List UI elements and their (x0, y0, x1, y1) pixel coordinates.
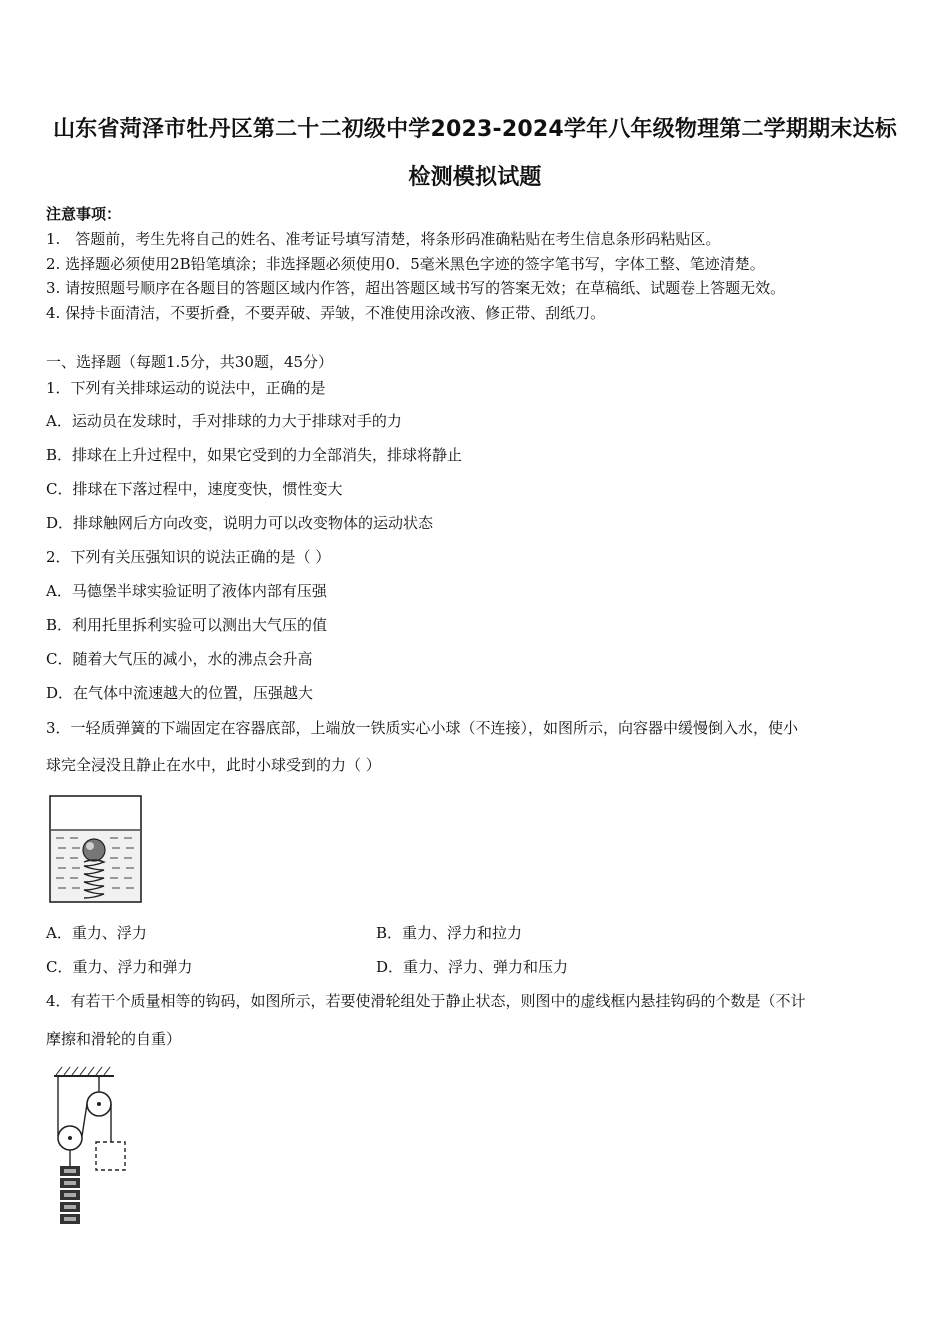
q3-option-c: C．重力、浮力和弹力 (46, 958, 193, 976)
pulley-system-figure (48, 1062, 132, 1228)
notice-item: 3. 请按照题号顺序在各题目的答题区域内作答，超出答题区域书写的答案无效；在草稿纸、试题卷上答题无效。 (46, 279, 786, 297)
q1-option-b: B．排球在上升过程中，如果它受到的力全部消失，排球将静止 (46, 446, 463, 464)
q1-option-d: D．排球触网后方向改变，说明力可以改变物体的运动状态 (46, 514, 434, 532)
q2-option-b: B．利用托里拆利实验可以测出大气压的值 (46, 616, 328, 634)
notice-item: 2. 选择题必须使用2B铅笔填涂；非选择题必须使用0．5毫米黑色字迹的签字笔书写，字体工整、笔迹清楚。 (46, 255, 765, 273)
q3-stem-cont: 球完全浸没且静止在水中，此时小球受到的力（ ） (46, 756, 381, 774)
container-spring-ball-figure (48, 794, 144, 906)
q1-stem: 1．下列有关排球运动的说法中，正确的是 (46, 379, 326, 397)
q2-option-c: C．随着大气压的减小，水的沸点会升高 (46, 650, 313, 668)
page-title: 山东省菏泽市牡丹区第二十二初级中学2023-2024学年八年级物理第二学期期末达标 (53, 117, 897, 142)
q3-option-b: B．重力、浮力和拉力 (376, 924, 523, 942)
q1-option-a: A．运动员在发球时，手对排球的力大于排球对手的力 (46, 412, 402, 430)
section-heading: 一、选择题（每题1.5分，共30题，45分） (46, 353, 334, 371)
q4-stem-cont: 摩擦和滑轮的自重） (46, 1030, 182, 1048)
q3-option-a: A．重力、浮力 (46, 924, 147, 942)
q2-option-d: D．在气体中流速越大的位置，压强越大 (46, 684, 314, 702)
q2-stem: 2．下列有关压强知识的说法正确的是（ ） (46, 548, 331, 566)
q3-stem: 3．一轻质弹簧的下端固定在容器底部，上端放一铁质实心小球（不连接），如图所示，向容器中缓慢倒入水，使小 (46, 719, 799, 737)
q1-option-c: C．排球在下落过程中，速度变快，惯性变大 (46, 480, 343, 498)
q4-stem: 4．有若干个质量相等的钩码，如图所示，若要使滑轮组处于静止状态，则图中的虚线框内悬挂钩码的个数是（不计 (46, 992, 806, 1010)
q3-option-d: D．重力、浮力、弹力和压力 (376, 958, 569, 976)
q2-option-a: A．马德堡半球实验证明了液体内部有压强 (46, 582, 327, 600)
notice-item: 4. 保持卡面清洁，不要折叠，不要弄破、弄皱，不准使用涂改液、修正带、刮纸刀。 (46, 304, 606, 322)
page-title-line2: 检测模拟试题 (408, 165, 542, 190)
notice-heading: 注意事项： (46, 205, 122, 223)
notice-item: 1. 答题前，考生先将自己的姓名、准考证号填写清楚，将条形码准确粘贴在考生信息条形码粘贴区。 (46, 230, 721, 248)
